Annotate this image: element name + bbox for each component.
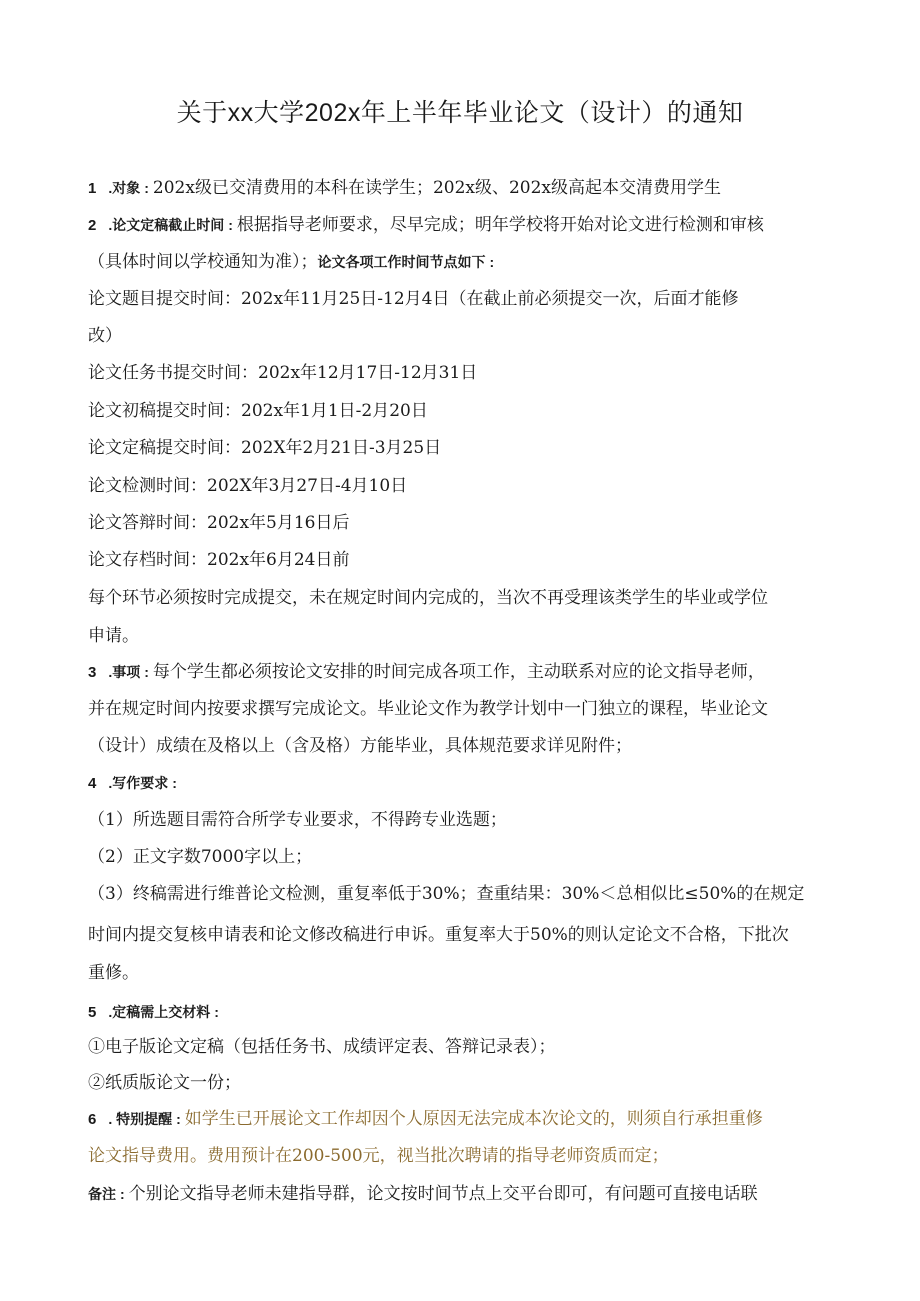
colon: : xyxy=(120,1186,125,1202)
remark-text: 个别论文指导老师未建指导群，论文按时间节点上交平台即可，有问题可直接电话联 xyxy=(128,1184,758,1204)
colon: : xyxy=(176,1111,181,1127)
schedule-item: 论文题目提交时间：202x年11月25日-12月4日（在截止前必须提交一次，后面才能修 xyxy=(88,289,739,309)
schedule-item: 论文存档时间：202x年6月24日前 xyxy=(88,550,350,570)
section-label: .定稿需上交材料 xyxy=(108,1004,211,1020)
remark-label: 备注 xyxy=(88,1186,116,1202)
schedule-note: 每个环节必须按时完成提交，未在规定时间内完成的，当次不再受理该类学生的毕业或学位 xyxy=(88,588,768,608)
schedule-item: 论文检测时间：202X年3月27日-4月10日 xyxy=(88,476,408,496)
requirement-item: 时间内提交复核申请表和论文修改稿进行申诉。重复率大于50%的则认定论文不合格，下批次 xyxy=(88,925,789,945)
colon: : xyxy=(214,1004,219,1020)
section-writing xyxy=(88,771,838,796)
document-title: 关于xx大学202x年上半年毕业论文（设计）的通知 xyxy=(176,99,744,127)
section-number: 3 xyxy=(88,664,97,681)
section-text: 根据指导老师要求，尽早完成；明年学校将开始对论文进行检测和审核 xyxy=(236,215,764,235)
colon: : xyxy=(228,217,233,233)
section-text: （具体时间以学校通知为准）； xyxy=(88,252,318,272)
requirement-item: （1）所选题目需符合所学专业要求，不得跨专业选题； xyxy=(88,810,507,830)
schedule-item: 论文任务书提交时间：202x年12月17日-12月31日 xyxy=(88,363,478,383)
requirement-item: （2）正文字数7000字以上； xyxy=(88,847,313,867)
section-text: 202x级已交清费用的本科在读学生；202x级、202x级高起本交清费用学生 xyxy=(152,178,722,198)
colon: : xyxy=(489,254,495,270)
section-text-line: （设计）成绩在及格以上（含及格）方能毕业，具体规范要求详见附件； xyxy=(88,736,632,756)
section-label: .论文定稿截止时间 xyxy=(108,217,225,233)
schedule-item: 论文初稿提交时间：202x年1月1日-2月20日 xyxy=(88,401,428,421)
schedule-item: 论文答辩时间：202x年5月16日后 xyxy=(88,513,350,533)
material-item: ①电子版论文定稿（包括任务书、成绩评定表、答辩记录表）； xyxy=(88,1037,556,1057)
remark xyxy=(88,1182,838,1206)
section-text: 每个学生都必须按论文安排的时间完成各项工作，主动联系对应的论文指导老师， xyxy=(152,662,765,682)
section-number: 1 xyxy=(88,180,97,197)
section-number: 5 xyxy=(88,1004,97,1021)
requirement-item: （3）终稿需进行维普论文检测，重复率低于30%；查重结果：30%＜总相似比≤50%的在规定 xyxy=(88,884,805,904)
section-matters xyxy=(88,660,838,685)
section-label: .写作要求 xyxy=(108,775,169,791)
material-item: ②纸质版论文一份； xyxy=(88,1073,241,1093)
section-text-line: 并在规定时间内按要求撰写完成论文。毕业论文作为教学计划中一门独立的课程，毕业论文 xyxy=(88,699,768,719)
section-number: 6 xyxy=(88,1111,97,1128)
section-label: 论文各项工作时间节点如下 xyxy=(317,254,486,270)
section-deadline-cont xyxy=(88,250,838,274)
schedule-note: 申请。 xyxy=(88,626,139,646)
reminder-text-line: 论文指导费用。费用预计在200-500元，视当批次聘请的指导老师资质而定； xyxy=(88,1146,669,1166)
colon: : xyxy=(144,180,149,196)
section-reminder xyxy=(88,1107,838,1132)
colon: : xyxy=(172,775,177,791)
section-target xyxy=(88,176,838,201)
section-label: .对象 xyxy=(108,180,141,196)
section-number: 4 xyxy=(88,775,97,792)
section-materials xyxy=(88,1000,838,1025)
colon: : xyxy=(144,664,149,680)
section-label: . 特别提醒 xyxy=(108,1111,173,1127)
section-number: 2 xyxy=(88,217,97,234)
section-deadline xyxy=(88,213,838,238)
section-label: .事项 xyxy=(108,664,141,680)
requirement-item: 重修。 xyxy=(88,963,139,983)
schedule-item: 改） xyxy=(88,326,122,346)
reminder-text: 如学生已开展论文工作却因个人原因无法完成本次论文的，则须自行承担重修 xyxy=(184,1109,763,1129)
schedule-item: 论文定稿提交时间：202X年2月21日-3月25日 xyxy=(88,438,442,458)
